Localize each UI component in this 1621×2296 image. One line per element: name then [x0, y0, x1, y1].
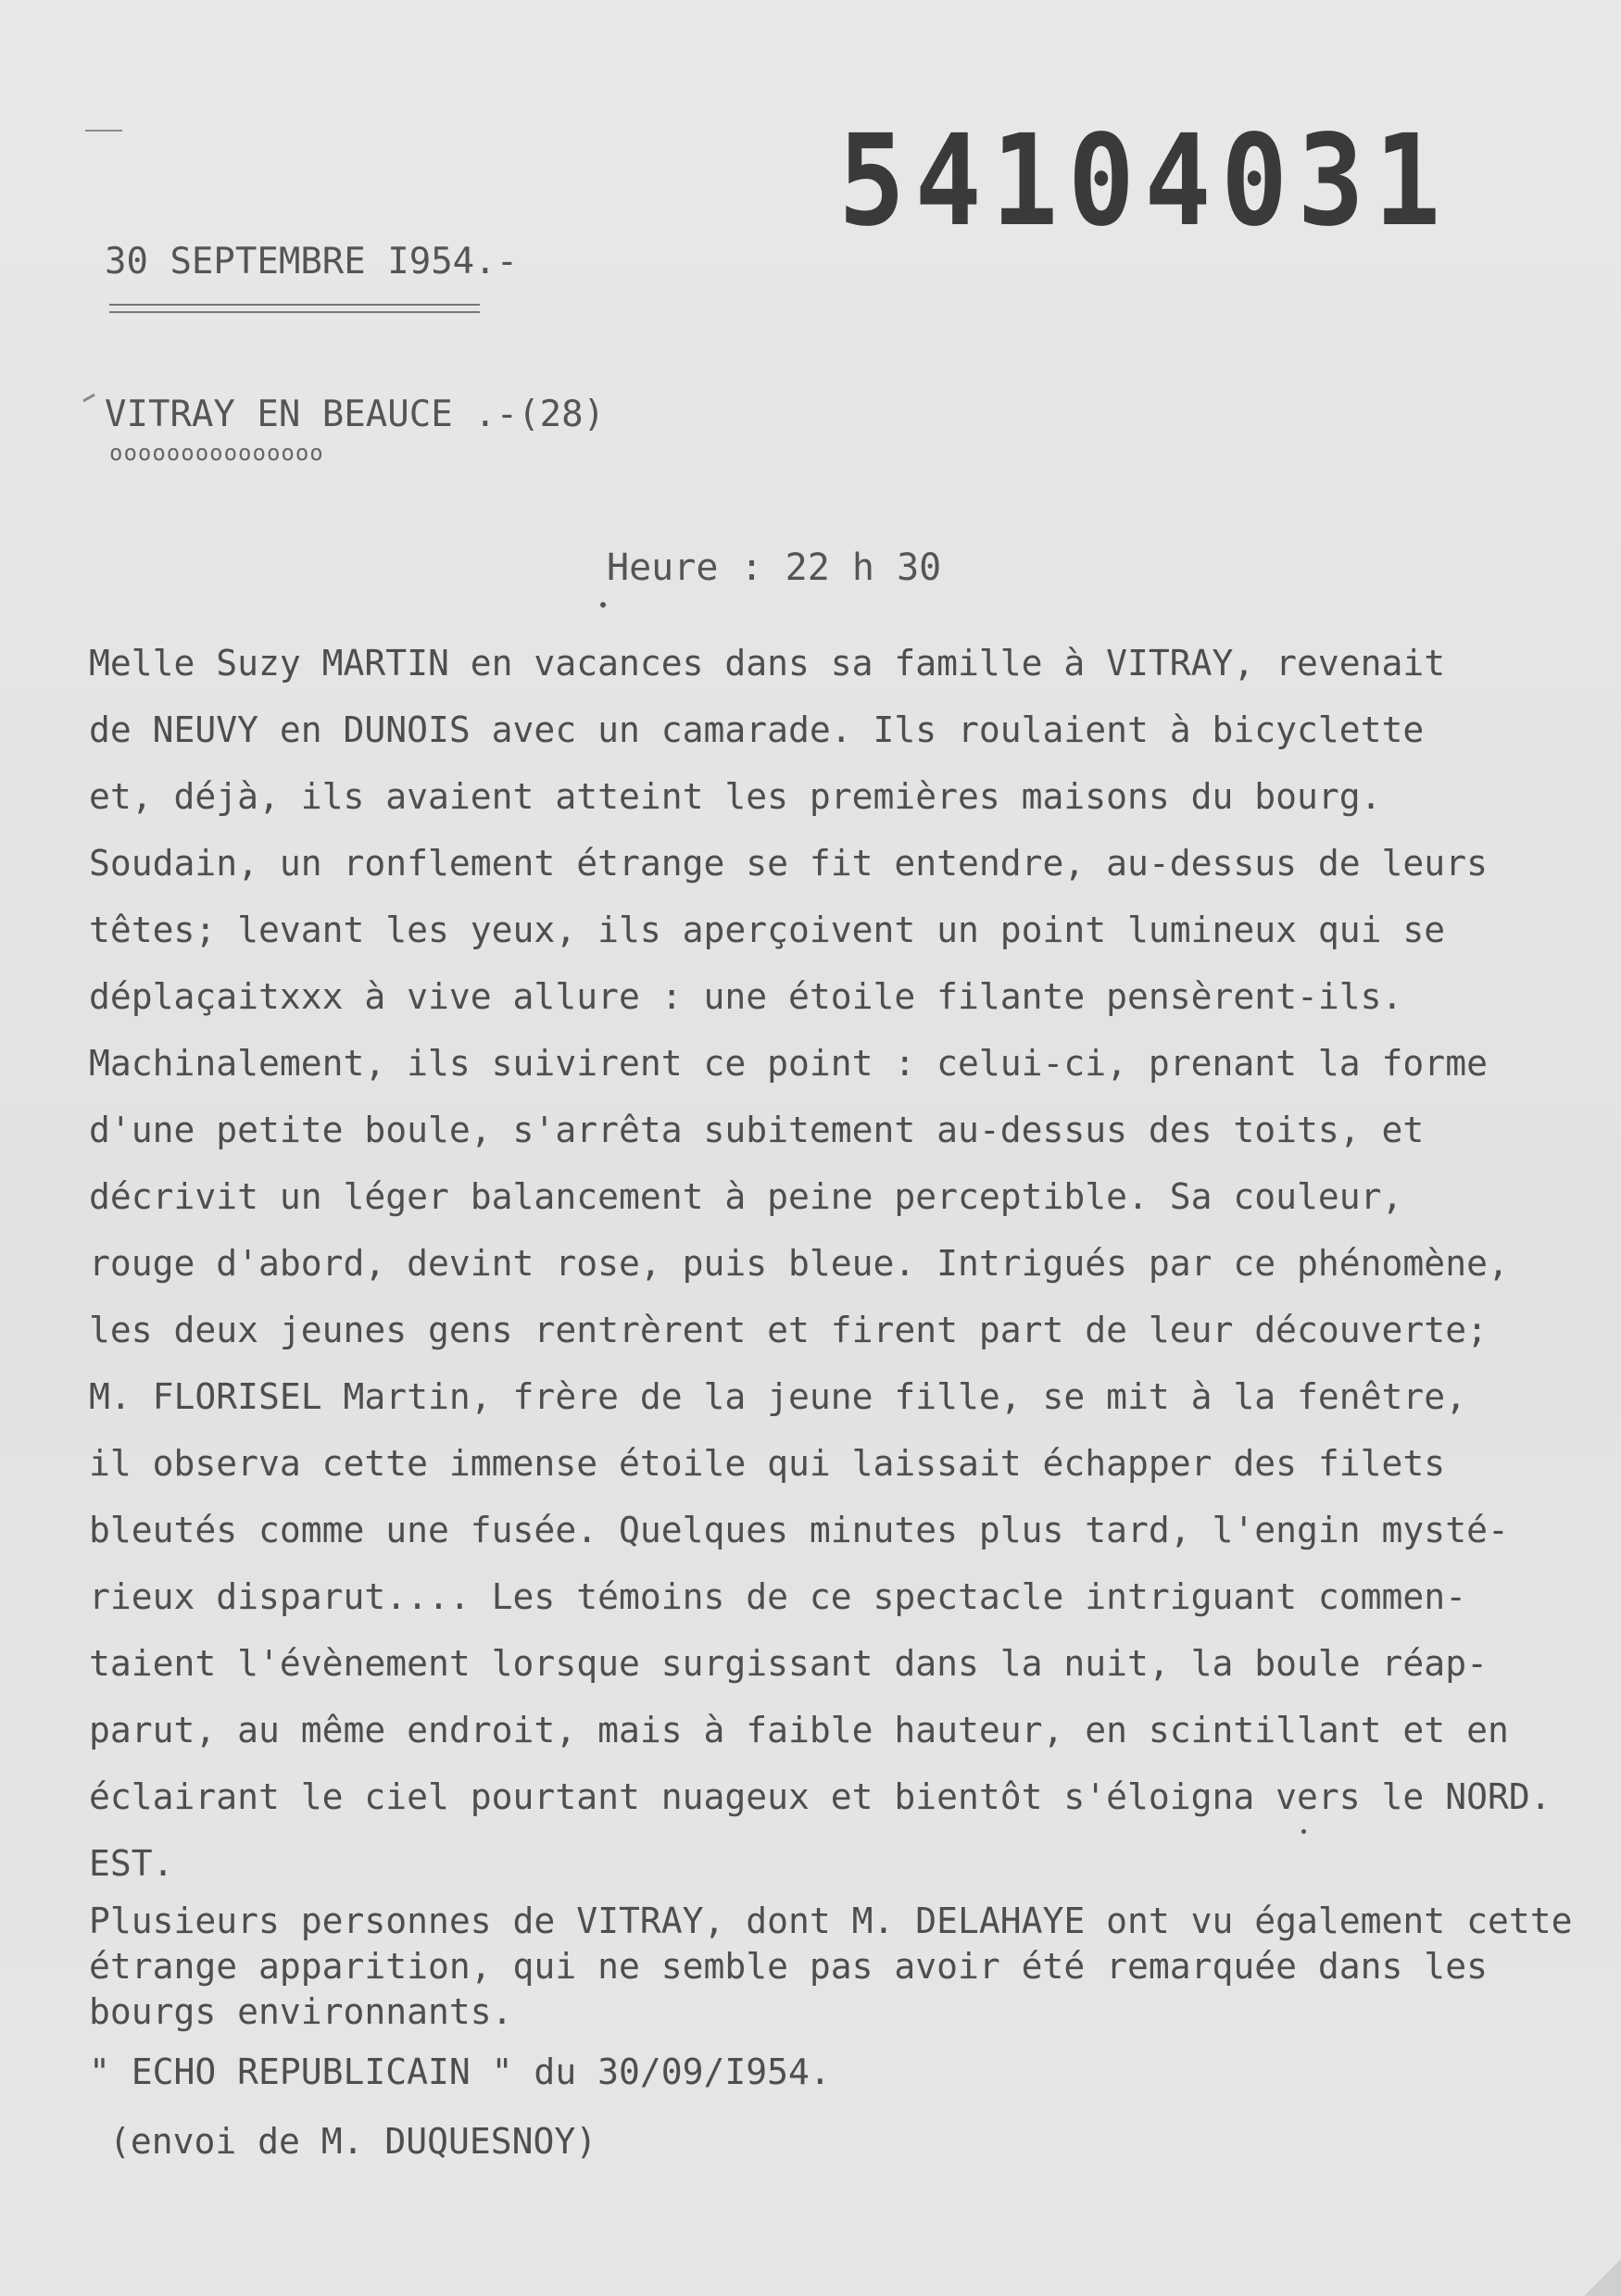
- body-line: Machinalement, ils suivirent ce point : celui-ci, prenant la forme: [89, 1043, 1488, 1084]
- body-line: rouge d'abord, devint rose, puis bleue. Intrigués par ce phénomène,: [89, 1243, 1509, 1284]
- body-line: d'une petite boule, s'arrêta subitement au-dessus des toits, et: [89, 1110, 1425, 1150]
- fold-mark: [85, 130, 122, 132]
- body-line: parut, au même endroit, mais à faible hauteur, en scintillant et en: [89, 1710, 1509, 1750]
- body-line: il observa cette immense étoile qui laissait échapper des filets: [89, 1443, 1446, 1484]
- body-line: et, déjà, ils avaient atteint les premières maisons du bourg.: [89, 776, 1382, 817]
- location-heading: VITRAY EN BEAUCE .-(28): [105, 394, 606, 435]
- body-line: têtes; levant les yeux, ils aperçoivent un point lumineux qui se: [89, 910, 1446, 950]
- body-line: éclairant le ciel pourtant nuageux et bientôt s'éloigna vers le NORD.: [89, 1776, 1552, 1817]
- body-line: Melle Suzy MARTIN en vacances dans sa famille à VITRAY, revenait: [89, 643, 1446, 684]
- margin-tick-mark: [82, 394, 95, 403]
- report-body: [89, 630, 1617, 1897]
- body-line: Soudain, un ronflement étrange se fit entendre, au-dessus de leurs: [89, 843, 1488, 884]
- closing-line: Plusieurs personnes de VITRAY, dont M. DELAHAYE ont vu également cette: [89, 1901, 1573, 1941]
- sender-note: (envoi de M. DUQUESNOY): [109, 2121, 597, 2162]
- body-line: les deux jeunes gens rentrèrent et firent part de leur découverte;: [89, 1310, 1488, 1350]
- closing-line: bourgs environnants.: [89, 1991, 513, 2032]
- newspaper-source: " ECHO REPUBLICAIN " du 30/09/I954.: [89, 2051, 831, 2092]
- body-line: de NEUVY en DUNOIS avec un camarade. Ils roulaient à bicyclette: [89, 709, 1425, 750]
- body-line: rieux disparut.... Les témoins de ce spectacle intriguant commen-: [89, 1576, 1467, 1617]
- ink-dot: [600, 602, 606, 608]
- body-line: taient l'évènement lorsque surgissant dans la nuit, la boule réap-: [89, 1643, 1488, 1684]
- body-line: M. FLORISEL Martin, frère de la jeune fille, se mit à la fenêtre,: [89, 1376, 1467, 1417]
- closing-paragraph: [89, 1899, 1572, 2035]
- body-line: déplaçaitxxx à vive allure : une étoile filante pensèrent-ils.: [89, 976, 1403, 1017]
- document-date: 30 SEPTEMBRE I954.-: [105, 241, 519, 282]
- reference-number: 54104031: [838, 108, 1451, 255]
- closing-line: étrange apparition, qui ne semble pas avoir été remarquée dans les: [89, 1946, 1488, 1987]
- date-underline: [109, 304, 480, 313]
- body-line: décrivit un léger balancement à peine perceptible. Sa couleur,: [89, 1176, 1403, 1217]
- body-line: bleutés comme une fusée. Quelques minutes plus tard, l'engin mysté-: [89, 1510, 1509, 1550]
- page-corner: [1584, 2259, 1621, 2296]
- event-hour: Heure : 22 h 30: [607, 546, 942, 589]
- body-line: EST.: [89, 1843, 174, 1884]
- ink-dot: [1301, 1829, 1306, 1834]
- location-underline: ooooooooooooooo: [109, 440, 324, 466]
